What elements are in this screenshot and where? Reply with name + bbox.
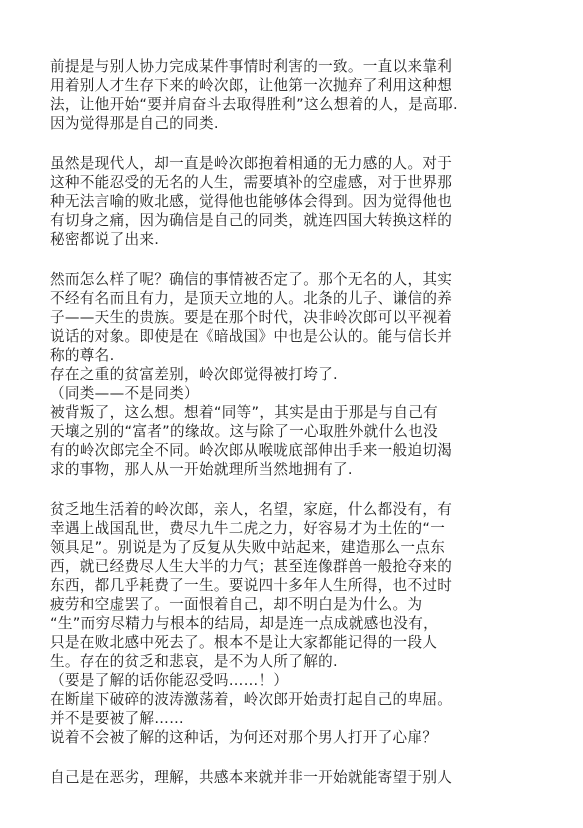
paragraph-gap xyxy=(50,747,550,768)
text-line: 说着不会被了解的这种话，为何还对那个男人打开了心扉？ xyxy=(50,729,438,746)
text-line: 求的事物，那人从一开始就理所当然地拥有了. xyxy=(50,461,353,478)
text-line: 然而怎么样了呢？确信的事情被否定了。那个无名的人，其实 xyxy=(50,271,453,288)
text-line: 自己是在恶劣，理解，共感本来就并非一开始就能寄望于别人 xyxy=(50,769,453,786)
paragraph-gap xyxy=(50,133,550,154)
text-line: 子——天生的贵族。要是在那个时代，决非岭次郎可以平视着 xyxy=(50,309,453,326)
paragraph-5 xyxy=(50,768,550,787)
paragraph-2 xyxy=(50,154,550,249)
text-line: 在断崖下破碎的波涛激荡着，岭次郎开始责打起自己的卑屈。 xyxy=(50,691,453,708)
text-line: 这种不能忍受的无名的人生，需要填补的空虚感，对于世界那 xyxy=(50,174,453,191)
text-line: 虽然是现代人，却一直是岭次郎抱着相通的无力感的人。对于 xyxy=(50,155,453,172)
text-line: （同类——不是同类） xyxy=(50,385,199,402)
text-line: 不经有名而且有力，是顶天立地的人。北条的儿子、谦信的养 xyxy=(50,290,453,307)
text-line: 生。存在的贫乏和悲哀，是不为人所了解的. xyxy=(50,653,338,670)
paragraph-4 xyxy=(50,500,550,747)
text-line: 称的尊名. xyxy=(50,347,115,364)
body-text xyxy=(50,57,550,787)
paragraph-3 xyxy=(50,270,550,479)
text-line: 并不是要被了解…… xyxy=(50,710,185,727)
text-line: 西，就已经费尽人生大半的力气；甚至连像群兽一般抢夺来的 xyxy=(50,558,453,575)
text-line: 说话的对象。即使是在《暗战国》中也是公认的。能与信长并 xyxy=(50,328,453,345)
text-line: 疲劳和空虚罢了。一面恨着自己，却不明白是为什么。为 xyxy=(50,596,423,613)
text-line: 领具足”。别说是为了反复从失败中站起来，建造那么一点东 xyxy=(50,539,446,556)
text-line: （要是了解的话你能忍受吗……！） xyxy=(50,672,289,689)
text-line: 东西，都几乎耗费了一生。要说四十多年人生所得，也不过时 xyxy=(50,577,453,594)
paragraph-gap xyxy=(50,249,550,270)
text-line: 用着别人才生存下来的岭次郎，让他第一次抛弃了利用这种想 xyxy=(50,77,453,94)
text-line: 天壤之别的“富者”的缘故。这与除了一心取胜外就什么也没 xyxy=(50,423,439,440)
text-line: 秘密都说了出来. xyxy=(50,231,160,248)
paragraph-1 xyxy=(50,57,550,133)
text-line: 种无法言喻的败北感，觉得他也能够体会得到。因为觉得他也 xyxy=(50,193,453,210)
text-line: 有切身之痛，因为确信是自己的同类，就连四国大转换这样的 xyxy=(50,212,453,229)
text-line: 幸遇上战国乱世，费尽九牛二虎之力，好容易才为土佐的“一 xyxy=(50,520,446,537)
text-line: 存在之重的贫富差别，岭次郎觉得被打垮了. xyxy=(50,366,338,383)
text-line: 被背叛了，这么想。想着“同等”，其实是由于那是与自己有 xyxy=(50,404,439,421)
text-line: 贫乏地生活着的岭次郎，亲人，名望，家庭，什么都没有，有 xyxy=(50,501,453,518)
text-line: 有的岭次郎完全不同。岭次郎从喉咙底部伸出手来一般迫切渴 xyxy=(50,442,453,459)
text-line: “生”而穷尽精力与根本的结局，却是连一点成就感也没有， xyxy=(50,615,439,632)
text-line: 法，让他开始“要并肩奋斗去取得胜利”这么想着的人，是高耶. xyxy=(50,96,458,113)
paragraph-gap xyxy=(50,479,550,500)
text-line: 因为觉得那是自己的同类. xyxy=(50,115,219,132)
text-line: 只是在败北感中死去了。根本不是让大家都能记得的一段人 xyxy=(50,634,438,651)
text-line: 前提是与别人协力完成某件事情时利害的一致。一直以来靠利 xyxy=(50,58,453,75)
